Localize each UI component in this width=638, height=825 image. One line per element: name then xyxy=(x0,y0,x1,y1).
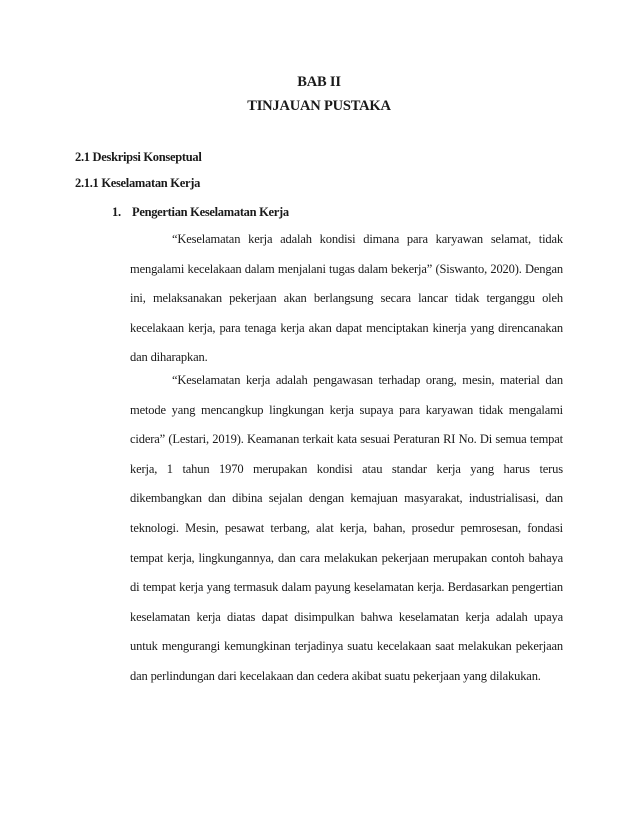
item-title: Pengertian Keselamatan Kerja xyxy=(132,205,289,219)
section-heading: 2.1 Deskripsi Konseptual xyxy=(75,150,202,164)
subsection-heading: 2.1.1 Keselamatan Kerja xyxy=(75,176,201,190)
numbered-item-heading xyxy=(112,205,289,220)
chapter-title: TINJAUAN PUSTAKA xyxy=(247,98,391,114)
chapter-number: BAB II xyxy=(297,74,341,90)
item-number: 1. xyxy=(112,205,121,219)
body-paragraph-1: “Keselamatan kerja adalah kondisi dimana para karyawan selamat, tidak mengalami kecelakaan dalam menjalani tugas dalam bekerja” (Siswanto, 2020). Dengan ini, melaksanakan pekerjaan akan berlangsung secara lancar tidak terganggu oleh kecelakaan kerja, para tenaga kerja akan dapat menciptakan kinerja yang direncanakan dan diharapkan. xyxy=(130,232,563,365)
body-paragraph-2: “Keselamatan kerja adalah pengawasan terhadap orang, mesin, material dan metode yang mencangkup lingkungan kerja supaya para karyawan tidak mengalami cidera” (Lestari, 2019). Keamanan terkait kata sesuai Peraturan RI No. Di semua tempat kerja, 1 tahun 1970 merupakan kondisi atau standar kerja yang harus terus dikembangkan dan dibina sejalan dengan kemajuan masyarakat, industrialisasi, dan teknologi. Mesin, pesawat terbang, alat kerja, bahan, prosedur pemrosesan, fondasi tempat kerja, lingkungannya, dan cara melakukan pekerjaan merupakan contoh bahaya di tempat kerja yang termasuk dalam payung keselamatan kerja. Berdasarkan pengertian keselamatan kerja diatas dapat disimpulkan bahwa keselamatan kerja adalah upaya untuk mengurangi kemungkinan terjadinya suatu kecelakaan saat melakukan pekerjaan dan perlindungan dari kecelakaan dan cedera akibat suatu pekerjaan yang dilakukan. xyxy=(130,373,563,683)
